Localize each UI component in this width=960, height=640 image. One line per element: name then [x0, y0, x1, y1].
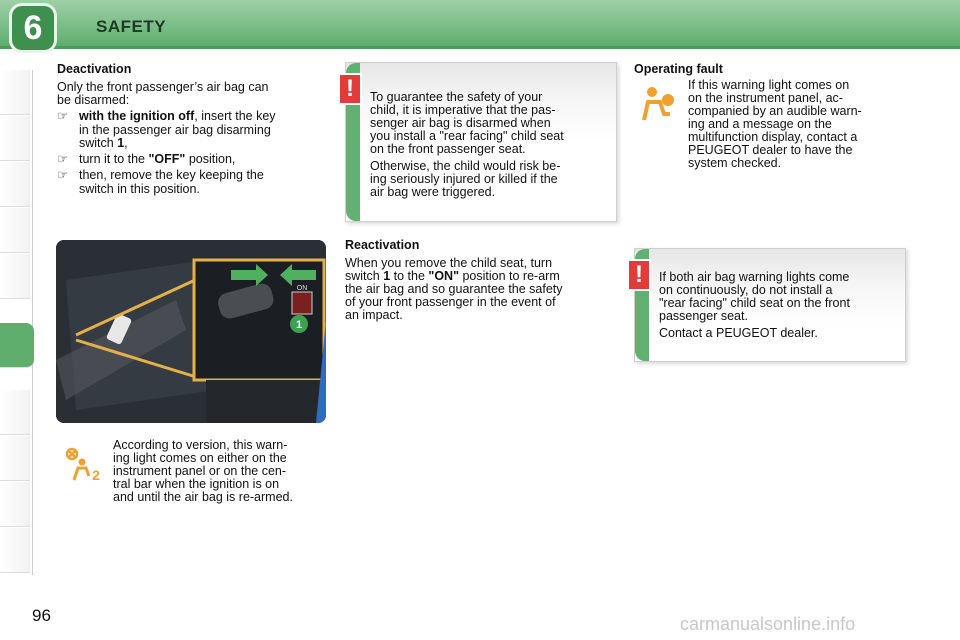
- alert-text-line: passenger seat.: [659, 309, 748, 323]
- alert-text-line: air bag were triggered.: [370, 185, 496, 199]
- deactivation-heading: Deactivation: [57, 62, 132, 76]
- bullet-hand-icon: ☞: [57, 168, 69, 182]
- step-emphasis: with the ignition off: [79, 109, 195, 123]
- both-lights-warning-box: [634, 248, 906, 362]
- step-text: in the passenger air bag disarming: [79, 122, 271, 137]
- exclamation-icon: !: [627, 259, 651, 291]
- alert-text-line: senger air bag is disarmed when: [370, 116, 551, 130]
- warning-icon-label: 2: [92, 467, 100, 483]
- chapter-title: SAFETY: [96, 17, 167, 36]
- step-text: switch in this position.: [79, 181, 200, 196]
- fault-text-line: multifunction display, contact a: [688, 130, 858, 144]
- header-divider: [0, 46, 960, 49]
- chapter-tab[interactable]: [0, 390, 30, 435]
- chapter-tab[interactable]: [0, 482, 30, 527]
- alert-text-line: Contact a PEUGEOT dealer.: [659, 326, 818, 340]
- page-number: 96: [32, 606, 51, 625]
- deactivation-intro-line: Only the front passenger’s air bag can: [57, 80, 269, 94]
- chapter-tab[interactable]: [0, 528, 30, 573]
- alert-text-line: child, it is imperative that the pas-: [370, 103, 556, 117]
- warning-note-line: According to version, this warn-: [113, 438, 288, 452]
- switch-callout-label: 1: [295, 319, 303, 331]
- chapter-tab[interactable]: [0, 254, 30, 299]
- warning-note-line: and until the air bag is re-armed.: [113, 490, 293, 504]
- reactivation-heading: Reactivation: [345, 238, 420, 252]
- switch-number: 1: [117, 136, 125, 150]
- chapter-tab[interactable]: [0, 436, 30, 481]
- chapter-tab[interactable]: [0, 162, 30, 207]
- chapter-number-badge: 6: [12, 6, 54, 50]
- warning-note-line: tral bar when the ignition is on: [113, 477, 280, 491]
- switch-on-label: ON: [296, 285, 308, 292]
- alert-text-line: "rear facing" child seat on the front: [659, 296, 850, 310]
- bullet-hand-icon: ☞: [57, 109, 69, 123]
- child-seat-warning-box: [345, 62, 617, 222]
- alert-text-line: To guarantee the safety of your: [370, 90, 543, 104]
- on-position-emphasis: "ON": [428, 269, 459, 283]
- fault-text-line: PEUGEOT dealer to have the: [688, 143, 853, 157]
- reactivation-line: switch 1 to the "ON" position to re-arm: [345, 269, 560, 283]
- deactivation-intro-line: be disarmed:: [57, 93, 130, 107]
- step-text: position,: [185, 152, 236, 166]
- fault-text-line: on the instrument panel, ac-: [688, 91, 843, 105]
- step-text: , insert the key: [194, 109, 276, 123]
- airbag-off-warning-icon: [62, 446, 102, 484]
- step-text: then, remove the key keeping the: [79, 168, 264, 182]
- alert-text-line: you install a "rear facing" child seat: [370, 129, 564, 143]
- switch-number: 1: [383, 269, 391, 283]
- step-text: ,: [124, 136, 128, 150]
- chapter-tab[interactable]: [0, 208, 30, 253]
- chapter-tab[interactable]: [0, 70, 30, 115]
- reactivation-line: When you remove the child seat, turn: [345, 256, 553, 270]
- chapter-tabs-sidebar: [0, 70, 33, 575]
- alert-text-line: on continuously, do not install a: [659, 283, 833, 297]
- reactivation-line: of your front passenger in the event of: [345, 295, 556, 309]
- chapter-tab[interactable]: [0, 116, 30, 161]
- step-text: turn it to the: [79, 152, 149, 166]
- alert-text-line: on the front passenger seat.: [370, 142, 526, 156]
- alert-text-line: If both air bag warning lights come: [659, 270, 850, 284]
- fault-text-line: If this warning light comes on: [688, 78, 850, 92]
- alert-text-line: Otherwise, the child would risk be-: [370, 159, 561, 173]
- fault-text-line: companied by an audible warn-: [688, 104, 862, 118]
- alert-text-line: ing seriously injured or killed if the: [370, 172, 558, 186]
- airbag-fault-warning-icon: [638, 84, 678, 124]
- operating-fault-heading: Operating fault: [634, 62, 723, 76]
- watermark: carmanualsonline.info: [680, 614, 856, 634]
- step-text: switch: [79, 136, 118, 150]
- warning-note-line: ing light comes on either on the: [113, 451, 287, 465]
- chapter-tab-active[interactable]: [0, 323, 34, 368]
- exclamation-icon: !: [338, 73, 362, 105]
- warning-note-line: instrument panel or on the cen-: [113, 464, 287, 478]
- step-emphasis: "OFF": [148, 152, 186, 166]
- bullet-hand-icon: ☞: [57, 152, 69, 166]
- fault-text-line: system checked.: [688, 156, 782, 170]
- reactivation-line: the air bag and so guarantee the safety: [345, 282, 563, 296]
- fault-text-line: ing and a message on the: [688, 117, 832, 131]
- airbag-switch-photo: [56, 240, 326, 423]
- reactivation-line: an impact.: [345, 308, 403, 322]
- airbag-switch-illustration: [56, 240, 326, 423]
